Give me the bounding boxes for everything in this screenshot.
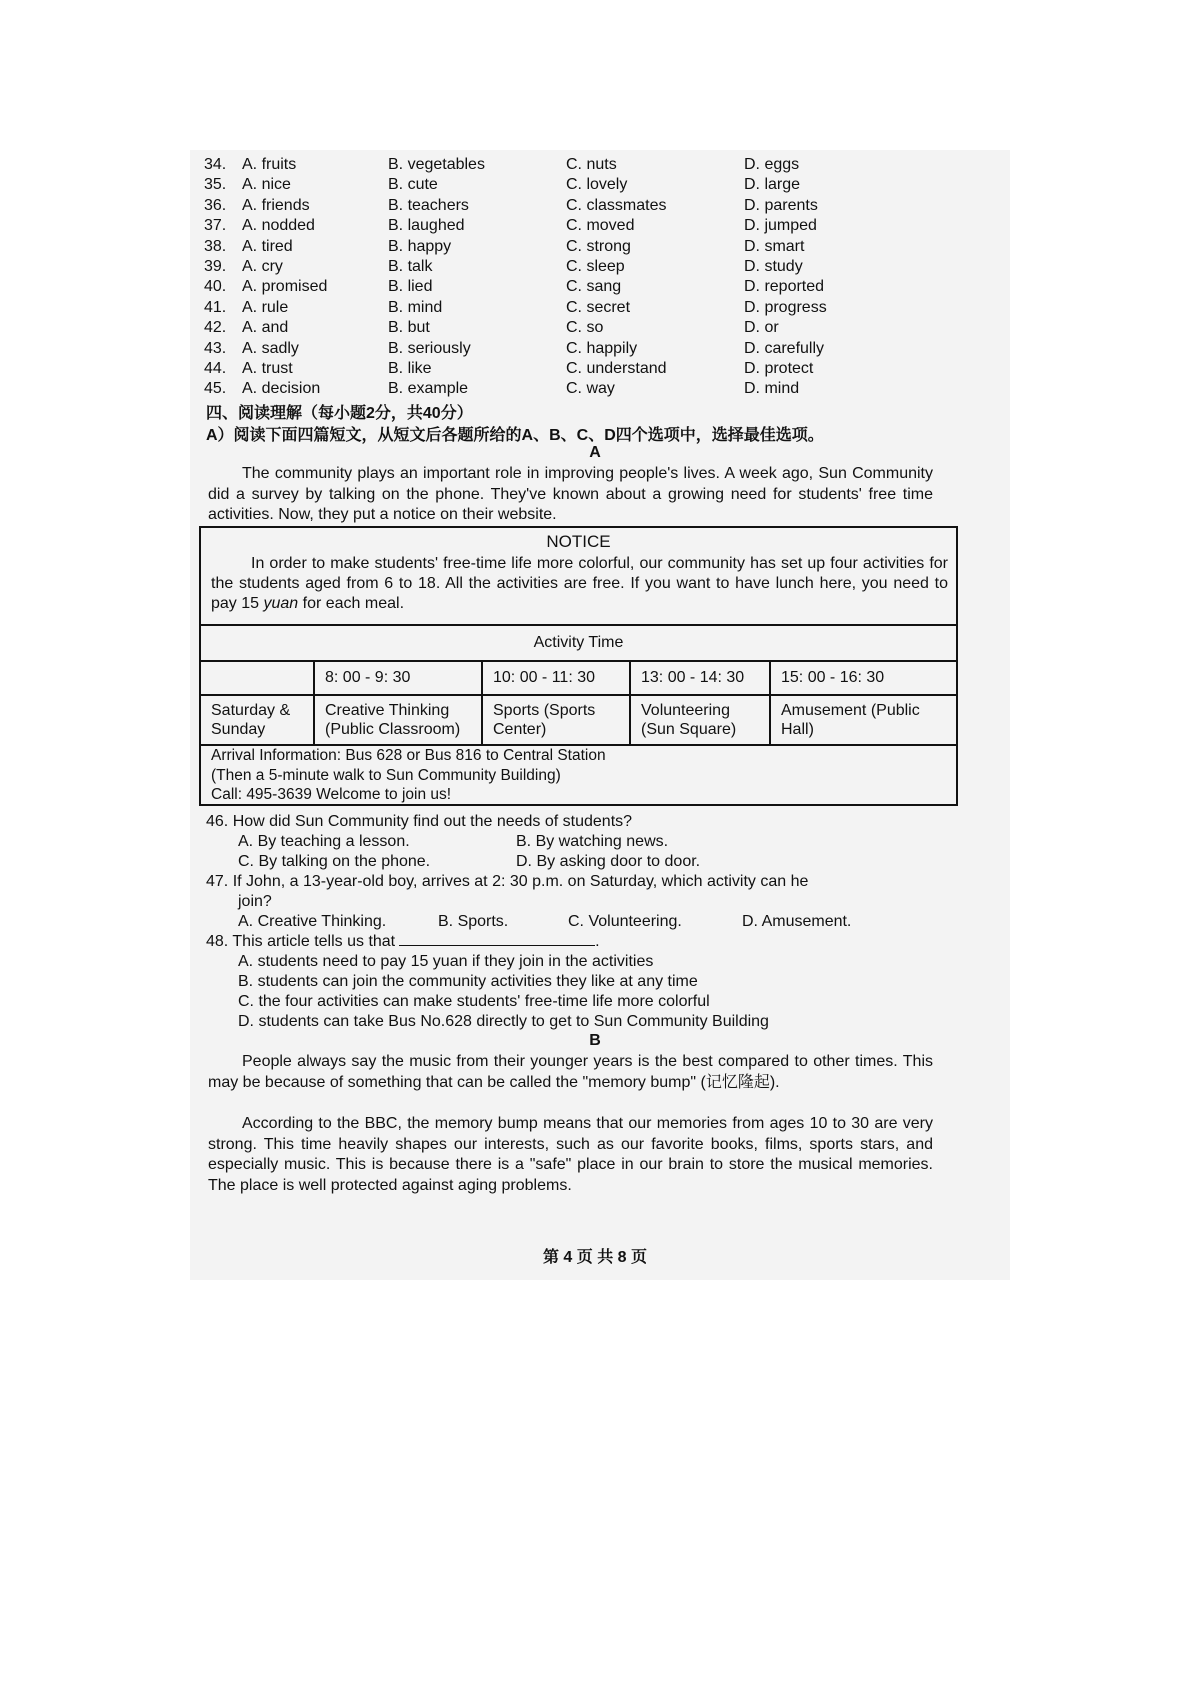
question-47-stem: 47. If John, a 13-year-old boy, arrives at 2: 30 p.m. on Saturday, which activity can he [206,873,809,890]
question-47-option-b: B. Sports. [438,913,509,930]
question-46-stem: 46. How did Sun Community find out the needs of students? [206,813,633,830]
option-a: A. and [242,319,289,337]
option-b: B. teachers [388,196,469,214]
passage-b-paragraph-2: According to the BBC, the memory bump means that our memories from ages 10 to 30 are very strong. This time heavily shapes our interests, such as our favorite books, films, sports stars, and especially music. This is because there is a "safe" place in our brain to store the musical memories. The place is well protected against aging problems. [208,1115,933,1194]
question-46-option-a: A. By teaching a lesson. [238,833,410,850]
option-c: C. strong [566,237,631,255]
passage-a-label: A [589,444,601,461]
option-d: D. parents [744,196,818,214]
question-47-option-a: A. Creative Thinking. [238,913,387,930]
cloze-option-row [204,155,964,175]
option-d: D. mind [744,380,800,398]
time-slot: 15: 00 - 16: 30 [770,661,957,695]
cloze-option-row [204,318,964,338]
question-number: 35. [204,176,227,194]
question-number: 41. [204,298,227,316]
question-number: 42. [204,319,227,337]
option-c: C. secret [566,298,631,316]
option-b: B. talk [388,257,433,275]
cloze-option-row [204,339,964,359]
time-slot: 10: 00 - 11: 30 [482,661,630,695]
option-b: B. lied [388,278,433,296]
cloze-option-row [204,237,964,257]
option-d: D. jumped [744,217,817,235]
notice-title: NOTICE [546,532,611,551]
option-a: A. tired [242,237,293,255]
notice-body-end: for each meal. [298,595,405,612]
passage-b-paragraph-1: People always say the music from their younger years is the best compared to other times. This may be because of something that can be called the "memory bump" (记忆隆起). [208,1053,933,1091]
option-b: B. cute [388,176,438,194]
question-number: 36. [204,196,227,214]
option-a: A. trust [242,359,293,377]
notice-body [201,552,956,614]
option-d: D. smart [744,237,805,255]
time-slot: 8: 00 - 9: 30 [314,661,482,695]
arrival-line: Call: 495-3639 Welcome to join us! [211,786,452,803]
activity-table [199,624,958,746]
cloze-option-row [204,175,964,195]
cloze-option-row [204,298,964,318]
answer-blank [399,945,595,946]
activity-cell: Creative Thinking (Public Classroom) [314,695,482,745]
option-c: C. moved [566,217,635,235]
option-d: D. eggs [744,156,800,173]
activity-table-title: Activity Time [200,625,957,661]
option-c: C. lovely [566,176,628,194]
cloze-options [204,155,964,400]
question-48: 48. This article tells us that . [206,933,600,950]
question-48-option-b: B. students can join the community activities they like at any time [238,973,698,990]
option-c: C. happily [566,339,638,357]
option-b: B. mind [388,298,443,316]
option-c: C. nuts [566,156,617,173]
passage-b-label: B [589,1032,601,1049]
question-number: 45. [204,380,227,398]
question-number: 38. [204,237,227,255]
question-46-option-b: B. By watching news. [516,833,669,850]
option-d: D. progress [744,298,827,316]
notice-box [199,526,958,806]
option-a: A. cry [242,257,283,275]
question-number: 37. [204,217,227,235]
passage-a-intro: The community plays an important role in improving people's lives. A week ago, Sun Community did a survey by talking on the phone. They've known about a growing need for students' free time activities. Now, they put a notice on their website. [208,465,933,523]
option-d: D. reported [744,278,825,296]
option-b: B. like [388,359,432,377]
time-slot: 13: 00 - 14: 30 [630,661,770,695]
option-d: D. large [744,176,801,194]
cloze-option-row [204,196,964,216]
option-b: B. laughed [388,217,465,235]
option-c: C. so [566,319,604,337]
option-b: B. happy [388,237,452,255]
question-48-option-d: D. students can take Bus No.628 directly to get to Sun Community Building [238,1013,769,1030]
option-a: A. sadly [242,339,299,357]
option-c: C. sleep [566,257,625,275]
option-a: A. rule [242,298,289,316]
activity-cell: Sports (Sports Center) [482,695,630,745]
cloze-option-row [204,379,964,399]
cloze-option-row [204,257,964,277]
option-d: D. protect [744,359,814,377]
question-number: 43. [204,339,227,357]
reading-instruction: A）阅读下面四篇短文，从短文后各题所给的A、B、C、D四个选项中，选择最佳选项。 [206,427,824,444]
page-footer: 第 4 页 共 8 页 [542,1249,648,1266]
table-corner-cell [200,661,314,695]
option-b: B. but [388,319,430,337]
option-c: C. classmates [566,196,667,214]
section-heading: 四、阅读理解（每小题2分，共40分） [206,405,473,422]
days-cell: Saturday & Sunday [200,695,314,745]
cloze-option-row [204,277,964,297]
option-b: B. vegetables [388,156,485,173]
option-c: C. way [566,380,615,398]
question-47-option-d: D. Amusement. [742,913,852,930]
activity-cell: Volunteering (Sun Square) [630,695,770,745]
option-a: A. decision [242,380,321,398]
option-b: B. seriously [388,339,471,357]
option-a: A. fruits [242,156,297,173]
question-47-stem-cont: join? [238,893,272,910]
option-a: A. friends [242,196,310,214]
cloze-option-row [204,216,964,236]
question-48-option-c: C. the four activities can make students' free-time life more colorful [238,993,710,1010]
option-d: D. carefully [744,339,825,357]
question-46-option-d: D. By asking door to door. [516,853,701,870]
option-a: A. nice [242,176,291,194]
option-d: D. study [744,257,803,275]
question-number: 44. [204,359,227,377]
option-a: A. promised [242,278,328,296]
notice-body-start: In order to make students' free-time life more colorful, our community has set up four activities for the students aged from 6 to 18. All the activities are free. If you want to have lunch here, you need to pay 15 [211,555,948,612]
arrival-line: Arrival Information: Bus 628 or Bus 816 to Central Station [211,747,606,764]
option-c: C. sang [566,278,622,296]
question-number: 40. [204,278,227,296]
question-47-option-c: C. Volunteering. [568,913,682,930]
arrival-information [211,746,606,805]
question-48-stem: 48. This article tells us that [206,933,396,950]
question-46-option-c: C. By talking on the phone. [238,853,431,870]
option-b: B. example [388,380,469,398]
arrival-line: (Then a 5-minute walk to Sun Community Building) [211,766,561,784]
question-number: 39. [204,257,227,275]
option-a: A. nodded [242,217,315,235]
cloze-option-row [204,359,964,379]
notice-body-currency: yuan [263,595,299,612]
question-number: 34. [204,156,227,173]
option-d: D. or [744,319,779,337]
activity-cell: Amusement (Public Hall) [770,695,957,745]
question-48-option-a: A. students need to pay 15 yuan if they join in the activities [238,953,654,970]
option-c: C. understand [566,359,667,377]
